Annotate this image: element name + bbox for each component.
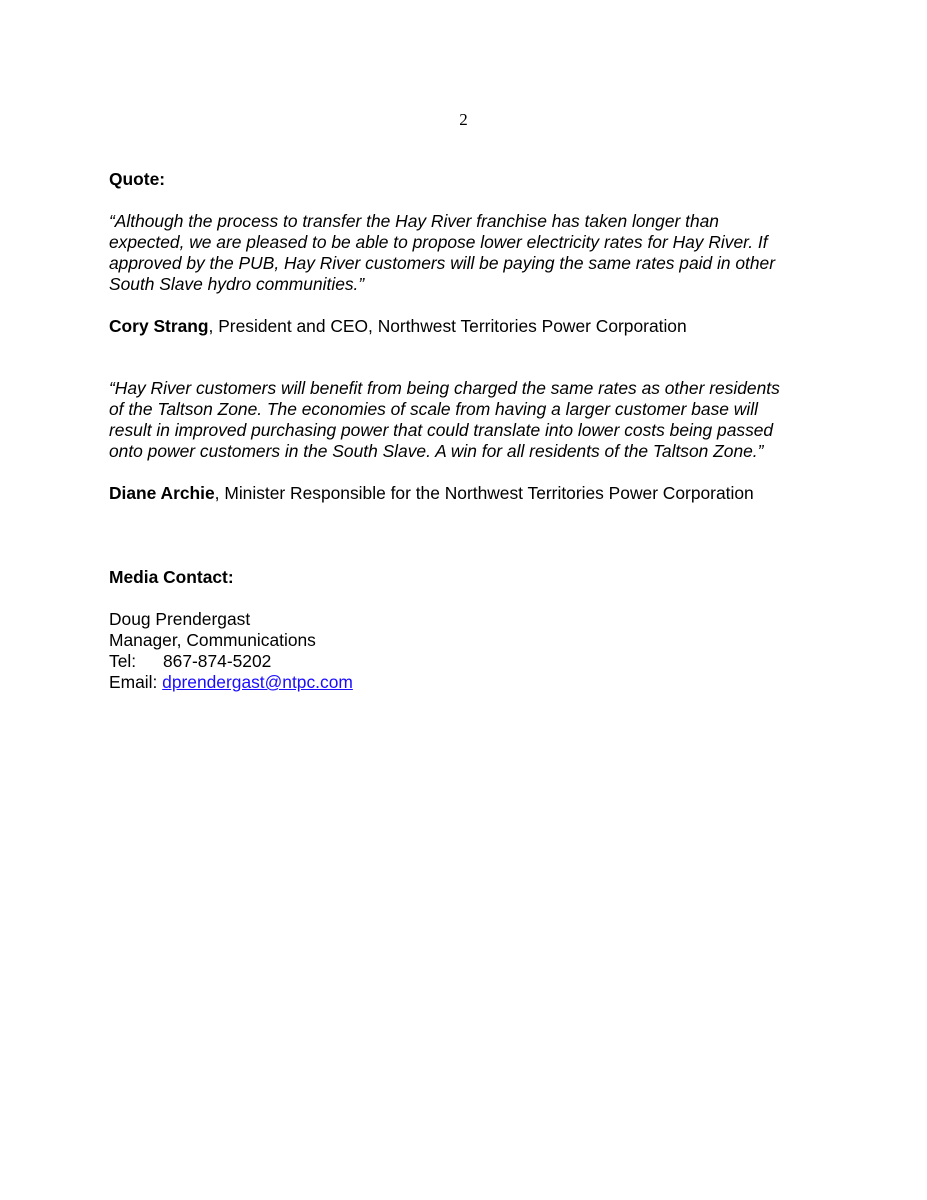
quote-2 (109, 378, 829, 462)
email-link[interactable]: dprendergast@ntpc.com (162, 672, 353, 692)
document-body (109, 169, 829, 693)
media-contact-heading: Media Contact: (109, 567, 234, 587)
quote-1-line: expected, we are pleased to be able to propose lower electricity rates for Hay River. If (109, 232, 768, 252)
tel-label: Tel: (109, 651, 137, 671)
attribution-1-name: Cory Strang (109, 316, 209, 336)
quote-heading: Quote: (109, 169, 166, 189)
contact-title: Manager, Communications (109, 630, 316, 650)
quote-1-line: “Although the process to transfer the Hay River franchise has taken longer than (109, 211, 719, 231)
page-number: 2 (459, 110, 468, 129)
contact-name: Doug Prendergast (109, 609, 251, 629)
attribution-2-name: Diane Archie (109, 483, 215, 503)
quote-1-line: approved by the PUB, Hay River customers will be paying the same rates paid in other (109, 253, 775, 273)
quote-2-line: of the Taltson Zone. The economies of scale from having a larger customer base will (109, 399, 758, 419)
attribution-2-title: , Minister Responsible for the Northwest Territories Power Corporation (214, 483, 754, 503)
quote-2-line: “Hay River customers will benefit from being charged the same rates as other residents (109, 378, 780, 398)
quote-2-line: onto power customers in the South Slave. A win for all residents of the Taltson Zone.” (109, 441, 764, 461)
tel-value: 867-874-5202 (163, 651, 272, 671)
media-contact-block (109, 609, 829, 693)
attribution-1 (109, 316, 829, 337)
quote-1-line: South Slave hydro communities.” (109, 274, 365, 294)
email-label: Email: (109, 672, 163, 692)
contact-tel (109, 651, 829, 672)
contact-email (109, 672, 829, 693)
quote-2-line: result in improved purchasing power that could translate into lower costs being passed (109, 420, 774, 440)
attribution-1-title: , President and CEO, Northwest Territories Power Corporation (208, 316, 687, 336)
quote-1 (109, 211, 829, 295)
attribution-2 (109, 483, 829, 504)
